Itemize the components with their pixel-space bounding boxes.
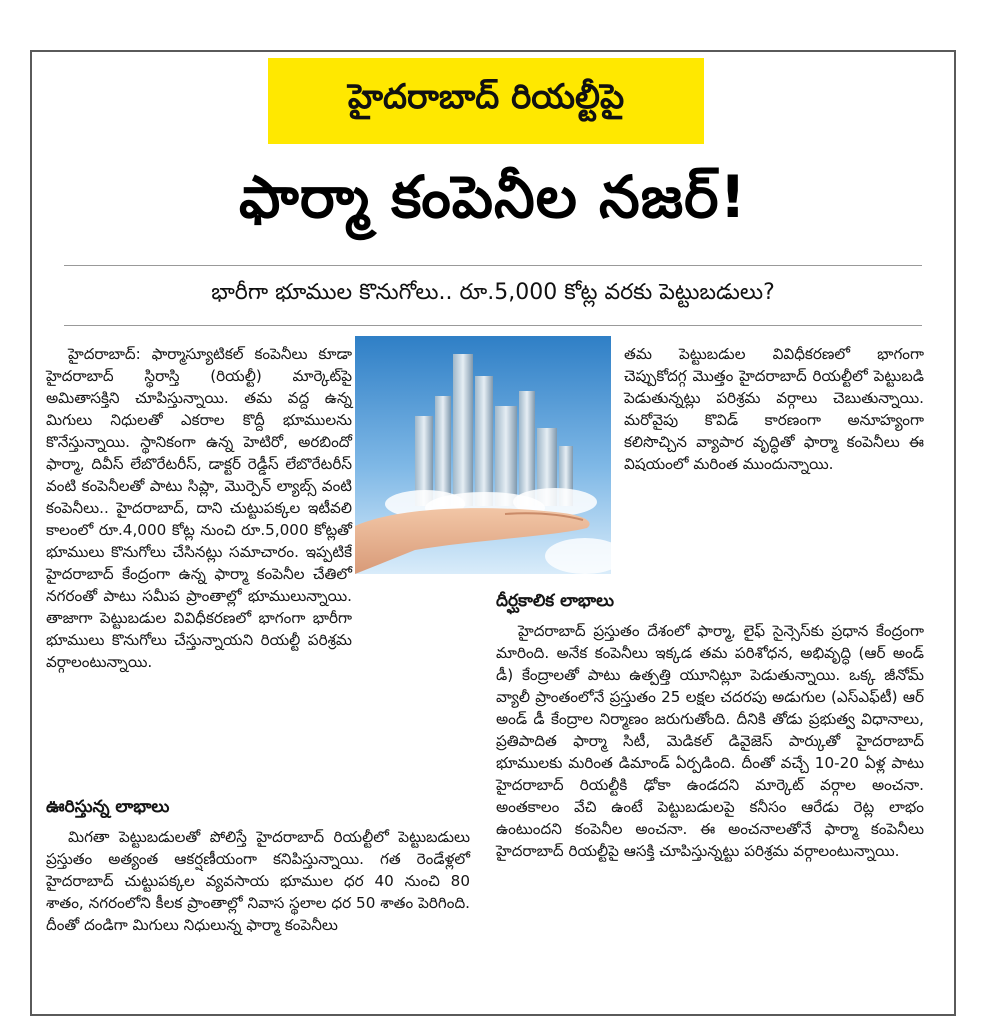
- divider-top: [64, 265, 922, 266]
- kicker-banner: [268, 58, 704, 144]
- section-heading-gains: ఊరిస్తున్న లాభాలు: [46, 797, 170, 817]
- column-right-lower: [496, 578, 924, 862]
- intro-paragraph: హైదరాబాద్: ఫార్మాస్యూటికల్ కంపెనీలు కూడా హైదరాబాద్ స్థిరాస్తి (రియల్టీ) మార్కెట్‌పై అమితాసక్తిని చూపిస్తున్నాయి. తమ వద్ద ఉన్న మిగులు నిధులతో ఎకరాల కొద్దీ భూములను కొనేస్తున్నాయి. స్థానికంగా ఉన్న హెటిరో, అరబిందో ఫార్మా, దివీస్ లేబొరేటరీస్, డాక్టర్ రెడ్డీస్ లేబొరేటరీస్ వంటి కంపెనీలతో పాటు సిప్లా, మొర్పెన్ ల్యాబ్స్ వంటి కంపెనీలు.. హైదరాబాద్, దాని చుట్టుపక్కల ఇటీవలి కాలంలో రూ.4,000 కోట్ల నుంచి రూ.5,000 కోట్లతో భూములు కొనుగోలు చేసినట్లు సమాచారం. ఇప్పటికే హైదరాబాద్ కేంద్రంగా ఉన్న ఫార్మా కంపెనీల చేతిలో నగరంతో పాటు సమీప ప్రాంతాల్లో భూములున్నాయి. తాజాగా పెట్టుబడుల వివిధీకరణలో భాగంగా భారీగా భూములు కొనుగోలు చేస్తున్నాయని రియల్టీ పరిశ్రమ వర్గాలంటున్నాయి.: [46, 345, 352, 671]
- longterm-paragraph: హైదరాబాద్ ప్రస్తుతం దేశంలో ఫార్మా, లైఫ్ సైన్సెస్‌కు ప్రధాన కేంద్రంగా మారింది. అనేక కంపెనీలు ఇక్కడ తమ పరిశోధన, అభివృద్ధి (ఆర్ అండ్ డీ) కేంద్రాలతో పాటు ఉత్పత్తి యూనిట్లూ పెడుతున్నాయి. ఒక్క జీనోమ్ వ్యాలీ ప్రాంతంలోనే ప్రస్తుతం 25 లక్షల చదరపు అడుగుల (ఎస్‌ఎఫ్‌టీ) ఆర్ అండ్ డీ కేంద్రాల నిర్మాణం జరుగుతోంది. దీనికి తోడు ప్రభుత్వ విధానాలు, ప్రతిపాదిత ఫార్మా సిటీ, మెడికల్ డివైజెస్ పార్కుతో హైదరాబాద్ భూములకు మరింత డిమాండ్ ఏర్పడింది. దీంతో వచ్చే 10-20 ఏళ్ల పాటు హైదరాబాద్ రియల్టీకి ఢోకా ఉండదని మార్కెట్ వర్గాల అంచనా. అంతకాలం వేచి ఉంటే పెట్టుబడులపై కనీసం ఆరేడు రెట్ల లాభం ఉంటుందని కంపెనీల అంచనా. ఈ అంచనాలతోనే ఫార్మా కంపెనీలు హైదరాబాద్ రియల్టీపై ఆసక్తి చూపిస్తున్నట్టు పరిశ్రమ వర్గాలంటున్నాయి.: [496, 622, 924, 860]
- kicker-text: హైదరాబాద్ రియల్టీపై: [347, 77, 625, 117]
- column-right-top: [624, 343, 924, 475]
- article-photo: [355, 336, 611, 574]
- column-left-lower: [46, 784, 470, 936]
- continuation-paragraph: తమ పెట్టుబడుల వివిధీకరణలో భాగంగా చెప్పుకోదగ్గ మొత్తం హైదరాబాద్ రియల్టీలో పెట్టుబడి పెడుతున్నట్లు పరిశ్రమ వర్గాలు చెబుతున్నాయి. మరోవైపు కొవిడ్ కారణంగా అనూహ్యంగా కలిసొచ్చిన వ్యాపార వృద్ధితో ఫార్మా కంపెనీలు ఈ విషయంలో మరింత ముందున్నాయి.: [624, 345, 924, 473]
- subheadline: [50, 272, 936, 318]
- column-left: [46, 343, 352, 673]
- headline: [50, 150, 936, 258]
- headline-text: ఫార్మా కంపెనీల నజర్!: [239, 162, 747, 231]
- section-heading-longterm: దీర్ఘకాలిక లాభాలు: [496, 591, 615, 611]
- subheadline-text: భారీగా భూముల కొనుగోలు.. రూ.5,000 కోట్ల వరకు పెట్టుబడులు?: [211, 280, 775, 305]
- divider-bottom: [64, 325, 922, 326]
- gains-paragraph: మిగతా పెట్టుబడులతో పోలిస్తే హైదరాబాద్ రియల్టీలో పెట్టుబడులు ప్రస్తుతం అత్యంత ఆకర్షణీయంగా కనిపిస్తున్నాయి. గత రెండేళ్లలో హైదరాబాద్ చుట్టుపక్కల వ్యవసాయ భూముల ధర 40 నుంచి 80 శాతం, నగరంలోని కీలక ప్రాంతాల్లో నివాస స్థలాల ధర 50 శాతం పెరిగింది. దీంతో దండిగా మిగులు నిధులున్న ఫార్మా కంపెనీలు: [46, 828, 470, 934]
- city-in-hand-image: [355, 336, 611, 574]
